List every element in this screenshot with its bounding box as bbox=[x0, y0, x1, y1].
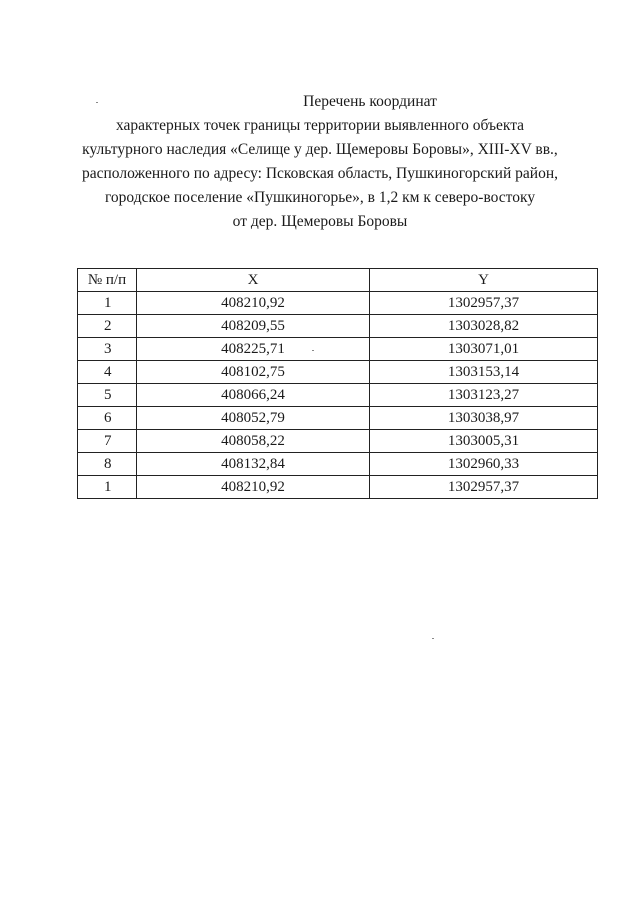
point-number-cell: 4 bbox=[78, 361, 137, 384]
title-line: Перечень координат bbox=[303, 93, 437, 110]
point-number-cell: 1 bbox=[78, 292, 137, 315]
point-number-cell: 3 bbox=[78, 338, 137, 361]
point-number-cell: 5 bbox=[78, 384, 137, 407]
table-row bbox=[78, 407, 598, 430]
point-number-cell: 6 bbox=[78, 407, 137, 430]
coordinates-table bbox=[77, 268, 598, 499]
x-coordinate-cell: 408132,84 bbox=[137, 453, 370, 476]
y-coordinate-cell: 1302960,33 bbox=[370, 453, 598, 476]
y-coordinate-cell: 1303123,27 bbox=[370, 384, 598, 407]
title-line: культурного наследия «Селище у дер. Щемеровы Боровы», XIII-XV вв., bbox=[82, 141, 558, 158]
point-number-cell: 2 bbox=[78, 315, 137, 338]
title-line: от дер. Щемеровы Боровы bbox=[232, 213, 408, 230]
table-row bbox=[78, 338, 598, 361]
column-header-y: Y bbox=[370, 269, 598, 292]
title-line: городское поселение «Пушкиногорье», в 1,2 км к северо-востоку bbox=[104, 189, 536, 206]
x-coordinate-cell: 408210,92 bbox=[137, 292, 370, 315]
document-title bbox=[0, 90, 640, 234]
y-coordinate-cell: 1302957,37 bbox=[370, 476, 598, 499]
y-coordinate-cell: 1303028,82 bbox=[370, 315, 598, 338]
y-coordinate-cell: 1303038,97 bbox=[370, 407, 598, 430]
table-row bbox=[78, 453, 598, 476]
point-number-cell: 1 bbox=[78, 476, 137, 499]
table-row bbox=[78, 430, 598, 453]
y-coordinate-cell: 1303071,01 bbox=[370, 338, 598, 361]
column-header-x: X bbox=[137, 269, 370, 292]
title-line: характерных точек границы территории выявленного объекта bbox=[115, 117, 525, 134]
scan-speck bbox=[96, 102, 98, 103]
column-header-number: № п/п bbox=[78, 269, 137, 292]
x-coordinate-cell: 408225,71 bbox=[137, 338, 370, 361]
table-row bbox=[78, 476, 598, 499]
table-row bbox=[78, 384, 598, 407]
title-line: расположенного по адресу: Псковская область, Пушкиногорский район, bbox=[81, 165, 558, 182]
x-coordinate-cell: 408052,79 bbox=[137, 407, 370, 430]
x-coordinate-cell: 408210,92 bbox=[137, 476, 370, 499]
x-coordinate-cell: 408058,22 bbox=[137, 430, 370, 453]
x-coordinate-cell: 408102,75 bbox=[137, 361, 370, 384]
table-row bbox=[78, 361, 598, 384]
y-coordinate-cell: 1303153,14 bbox=[370, 361, 598, 384]
y-coordinate-cell: 1303005,31 bbox=[370, 430, 598, 453]
table-header-row bbox=[78, 269, 598, 292]
x-coordinate-cell: 408066,24 bbox=[137, 384, 370, 407]
scan-speck bbox=[432, 638, 434, 639]
point-number-cell: 7 bbox=[78, 430, 137, 453]
x-coordinate-cell: 408209,55 bbox=[137, 315, 370, 338]
y-coordinate-cell: 1302957,37 bbox=[370, 292, 598, 315]
point-number-cell: 8 bbox=[78, 453, 137, 476]
table-row bbox=[78, 292, 598, 315]
scan-speck bbox=[312, 350, 314, 351]
table-row bbox=[78, 315, 598, 338]
